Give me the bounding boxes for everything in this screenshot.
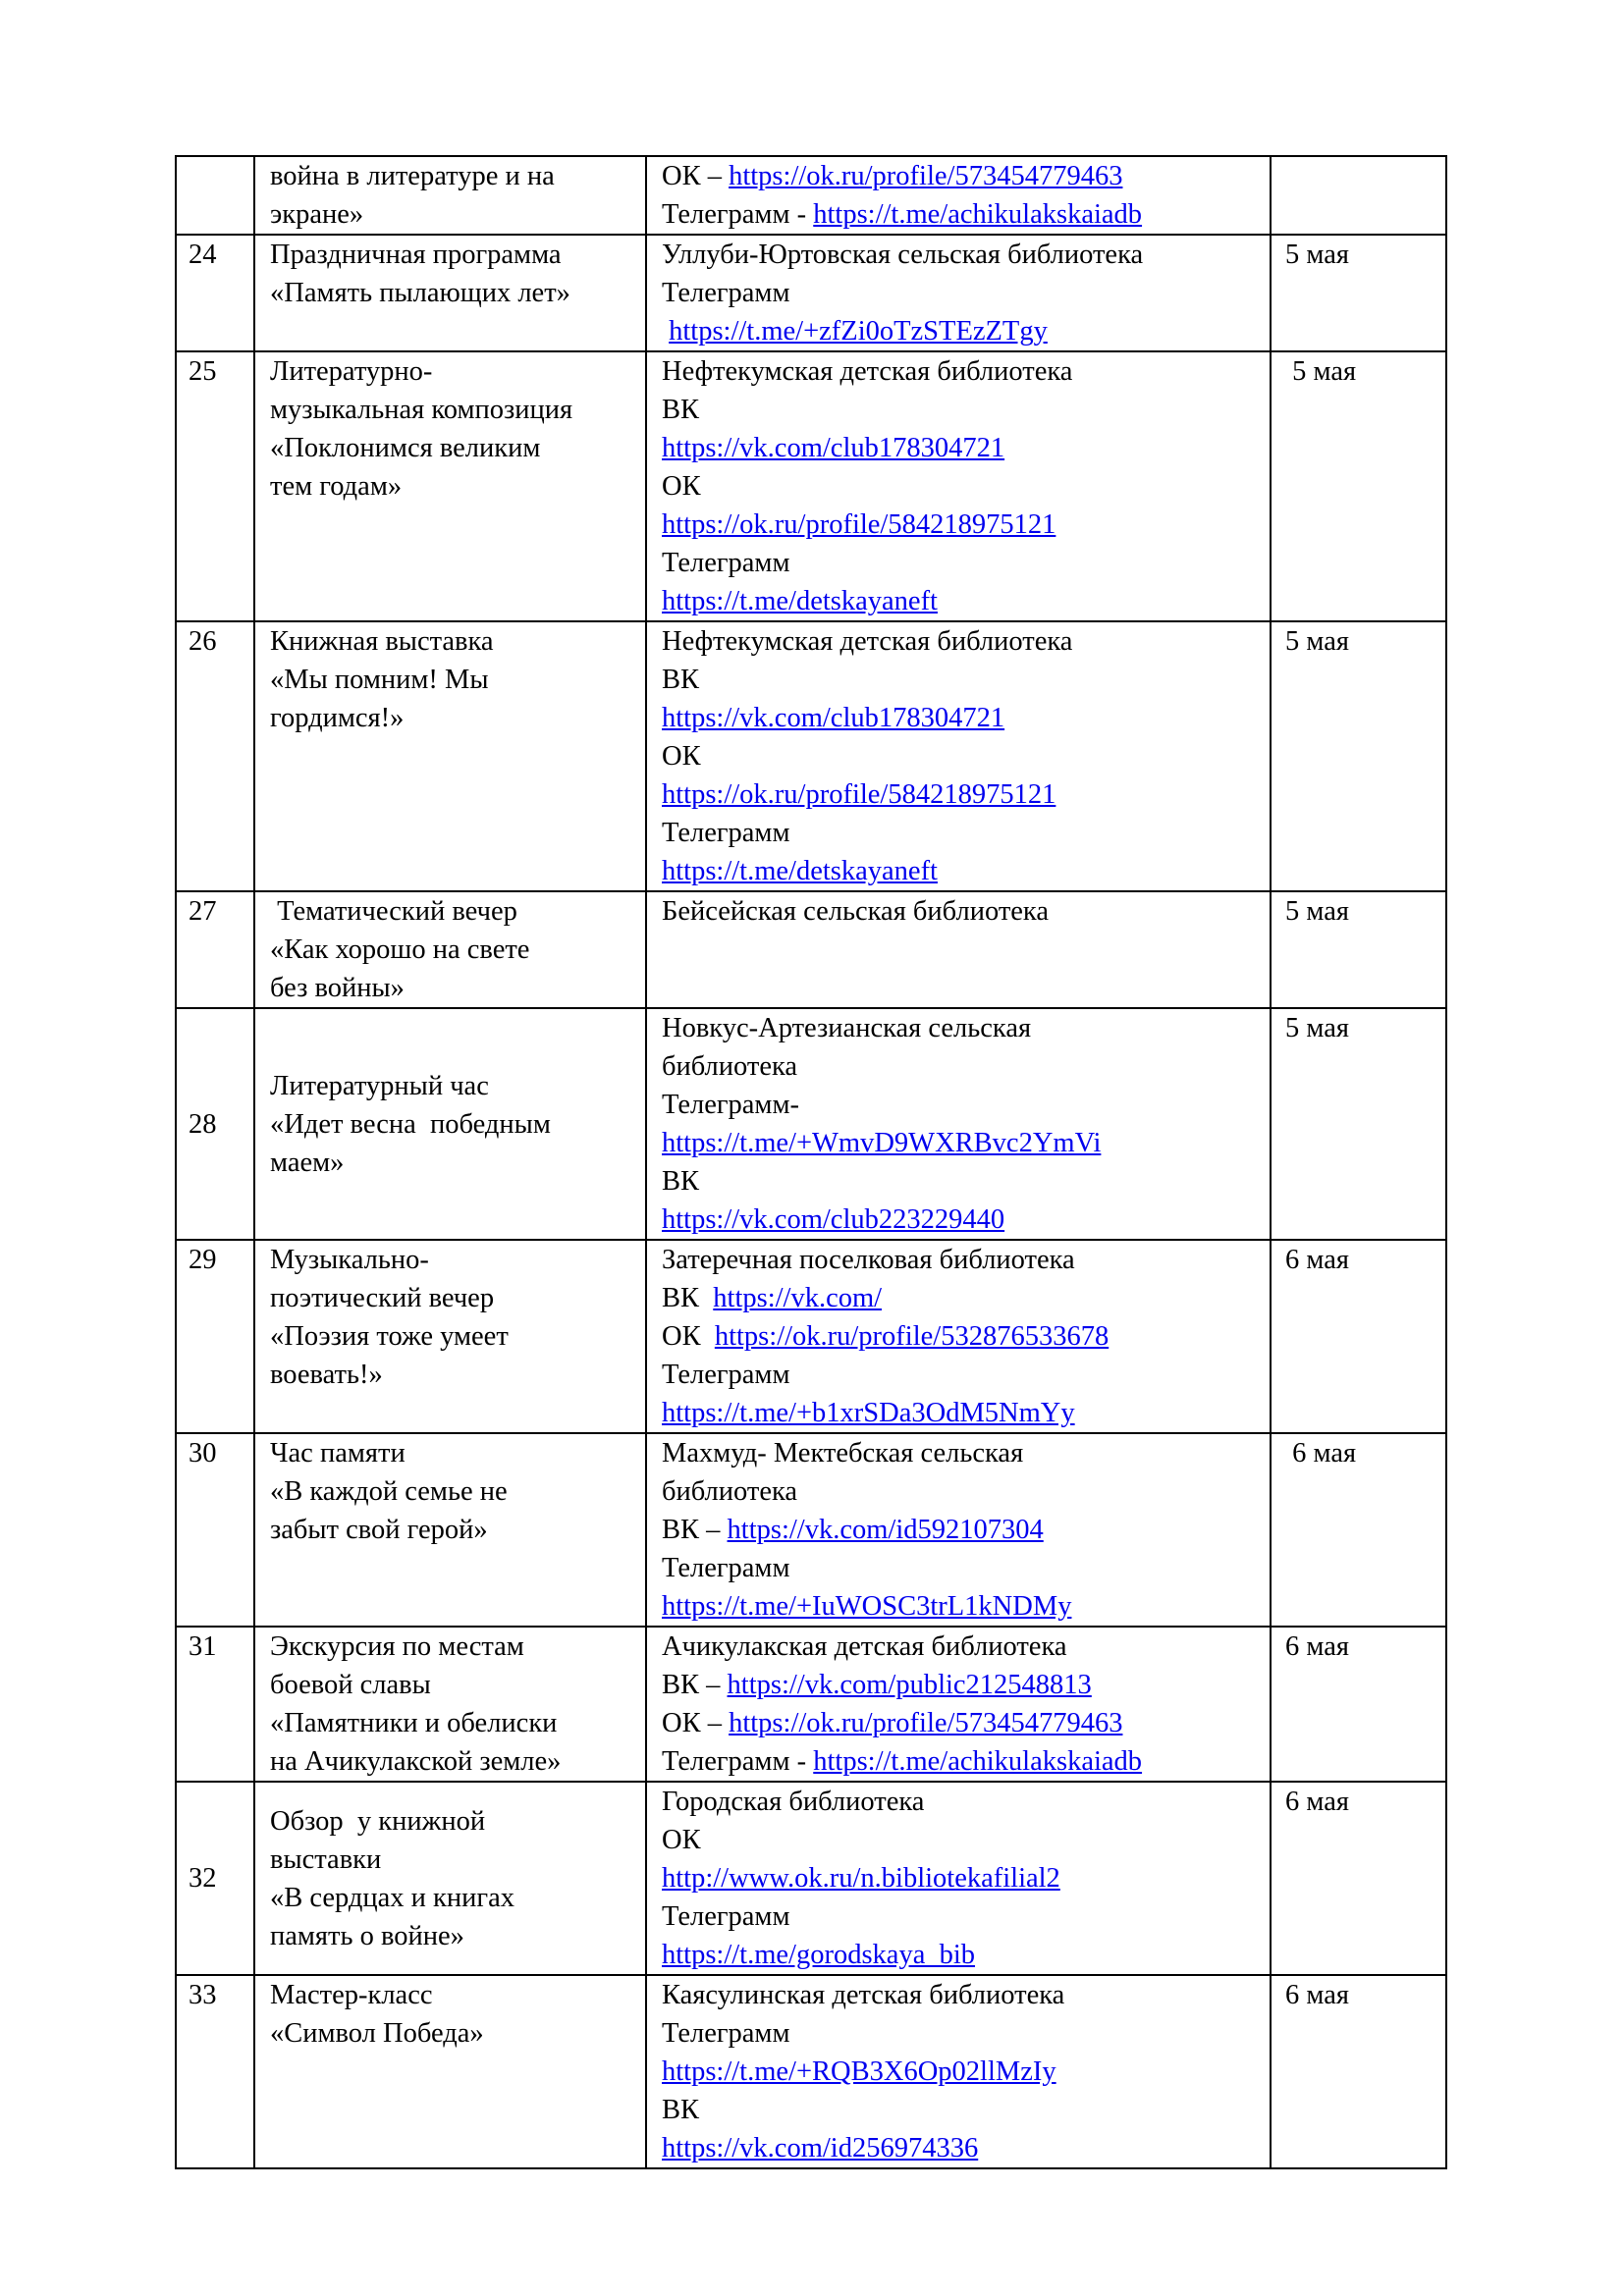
venue-line — [662, 274, 1262, 312]
venue-line — [662, 1976, 1262, 2014]
venue-text: Телеграмм — [662, 818, 790, 848]
event-title-line: «Поэзия тоже умеет — [270, 1321, 509, 1352]
events-table-body — [176, 156, 1446, 2168]
venue-line — [662, 1704, 1262, 1742]
venue-line — [662, 1472, 1262, 1511]
table-row — [176, 1433, 1446, 1627]
event-title-line: Музыкально- — [270, 1245, 429, 1275]
social-link[interactable]: https://t.me/detskayaneft — [662, 586, 938, 616]
table-row — [176, 351, 1446, 621]
venue-links — [646, 351, 1271, 621]
row-number: 30 — [176, 1433, 254, 1627]
venue-line — [662, 1009, 1262, 1047]
table-row — [176, 235, 1446, 351]
venue-text: библиотека — [662, 1051, 798, 1082]
social-link[interactable]: https://ok.ru/profile/573454779463 — [729, 1708, 1123, 1738]
row-number: 27 — [176, 891, 254, 1008]
venue-line — [662, 1859, 1262, 1897]
social-link[interactable]: https://vk.com/ — [713, 1283, 883, 1313]
venue-line — [662, 1434, 1262, 1472]
event-date: 5 мая — [1271, 351, 1446, 621]
venue-text: Махмуд- Мектебская сельская — [662, 1438, 1024, 1468]
social-link[interactable]: https://ok.ru/profile/532876533678 — [714, 1321, 1110, 1352]
event-title-line: «Память пылающих лет» — [270, 278, 570, 308]
venue-line — [662, 544, 1262, 582]
venue-line — [662, 467, 1262, 506]
venue-text: Телеграмм — [662, 278, 790, 308]
venue-text: ВК — [662, 2095, 700, 2125]
event-date: 6 мая — [1271, 1240, 1446, 1433]
event-title — [254, 235, 646, 351]
event-title-line: «В сердцах и книгах — [270, 1882, 514, 1913]
event-title-line: Тематический вечер — [270, 896, 517, 927]
venue-line — [662, 157, 1262, 195]
event-date: 5 мая — [1271, 891, 1446, 1008]
table-row — [176, 621, 1446, 891]
venue-line — [662, 2053, 1262, 2091]
venue-line — [662, 1897, 1262, 1936]
social-link[interactable]: https://t.me/achikulakskaiadb — [813, 1746, 1143, 1777]
venue-line — [662, 1587, 1262, 1626]
event-title — [254, 1782, 646, 1975]
row-number: 32 — [176, 1782, 254, 1975]
event-date: 5 мая — [1271, 235, 1446, 351]
venue-text: библиотека — [662, 1476, 798, 1507]
table-row — [176, 891, 1446, 1008]
venue-line — [662, 506, 1262, 544]
event-title — [254, 891, 646, 1008]
social-link[interactable]: https://ok.ru/profile/584218975121 — [662, 779, 1056, 810]
venue-line — [662, 1666, 1262, 1704]
row-number: 25 — [176, 351, 254, 621]
event-title — [254, 156, 646, 235]
venue-line — [662, 2091, 1262, 2129]
venue-line — [662, 1511, 1262, 1549]
event-title-line: выставки — [270, 1843, 382, 1875]
event-title-line: музыкальная композиция — [270, 395, 573, 425]
event-date: 5 мая — [1271, 1008, 1446, 1240]
venue-text: Нефтекумская детская библиотека — [662, 626, 1073, 657]
venue-line — [662, 1783, 1262, 1821]
venue-text: ОК — [662, 1321, 715, 1352]
venue-text: Телеграмм — [662, 1901, 790, 1932]
venue-links — [646, 891, 1271, 1008]
social-link[interactable]: https://t.me/gorodskaya_bib — [662, 1940, 976, 1970]
venue-text: Городская библиотека — [662, 1787, 925, 1817]
venue-text: Телеграмм — [662, 1553, 790, 1583]
event-title-line: «Как хорошо на свете — [270, 934, 530, 965]
event-title — [254, 1240, 646, 1433]
venue-text: ОК – — [662, 161, 730, 191]
venue-line — [662, 1936, 1262, 1974]
social-link[interactable]: https://t.me/achikulakskaiadb — [813, 199, 1143, 230]
venue-links — [646, 235, 1271, 351]
venue-line — [662, 775, 1262, 814]
event-title-line: без войны» — [270, 973, 405, 1003]
social-link[interactable]: https://t.me/detskayaneft — [662, 856, 938, 886]
venue-text: ВК — [662, 1166, 700, 1197]
row-number: 28 — [176, 1008, 254, 1240]
event-title-line: Литературно- — [270, 356, 433, 387]
venue-text: Бейсейская сельская библиотека — [662, 896, 1049, 927]
venue-line — [662, 892, 1262, 931]
social-link[interactable]: https://vk.com/club223229440 — [662, 1204, 1005, 1235]
social-link[interactable]: https://vk.com/id256974336 — [662, 2133, 979, 2163]
venue-text: Телеграмм - — [662, 199, 814, 230]
event-title-line: на Ачикулакской земле» — [270, 1746, 562, 1777]
venue-line — [662, 1356, 1262, 1394]
venue-line — [662, 2129, 1262, 2167]
venue-line — [662, 1549, 1262, 1587]
event-title-line: Экскурсия по местам — [270, 1631, 524, 1662]
row-number: 26 — [176, 621, 254, 891]
social-link[interactable]: https://vk.com/public212548813 — [727, 1670, 1092, 1700]
venue-line — [662, 352, 1262, 391]
venue-line — [662, 1201, 1262, 1239]
venue-line — [662, 1317, 1262, 1356]
table-row — [176, 1008, 1446, 1240]
venue-links — [646, 621, 1271, 891]
venue-text: ОК — [662, 741, 701, 772]
venue-line — [662, 1162, 1262, 1201]
row-number — [176, 156, 254, 235]
event-date — [1271, 156, 1446, 235]
event-title-line: Книжная выставка — [270, 626, 494, 657]
venue-line — [662, 236, 1262, 274]
social-link[interactable]: https://vk.com/id592107304 — [727, 1515, 1044, 1545]
event-title-line: Мастер-класс — [270, 1980, 433, 2010]
venue-line — [662, 1394, 1262, 1432]
event-title-line: «Памятники и обелиски — [270, 1708, 558, 1738]
event-date: 5 мая — [1271, 621, 1446, 891]
venue-text: Телеграмм- — [662, 1090, 799, 1120]
event-title-line: тем годам» — [270, 471, 403, 502]
venue-links — [646, 1240, 1271, 1433]
row-number: 29 — [176, 1240, 254, 1433]
venue-line — [662, 737, 1262, 775]
venue-links — [646, 1008, 1271, 1240]
event-title-line: «Символ Победа» — [270, 2018, 484, 2049]
venue-text: ВК — [662, 1283, 714, 1313]
venue-links — [646, 1627, 1271, 1782]
venue-links — [646, 1782, 1271, 1975]
venue-text: ВК – — [662, 1670, 728, 1700]
venue-line — [662, 852, 1262, 890]
venue-text: Новкус-Артезианская сельская — [662, 1013, 1032, 1043]
event-title-line: война в литературе и на — [270, 161, 555, 191]
event-title — [254, 351, 646, 621]
table-row — [176, 1627, 1446, 1782]
event-title — [254, 1008, 646, 1240]
venue-text: Каясулинская детская библиотека — [662, 1980, 1065, 2010]
venue-line — [662, 2014, 1262, 2053]
social-link[interactable]: https://t.me/+IuWOSC3trL1kNDMy — [662, 1591, 1072, 1622]
event-title-line: Обзор у книжной — [270, 1805, 486, 1837]
event-title-line: гордимся!» — [270, 703, 405, 733]
event-title-line: воевать!» — [270, 1360, 383, 1390]
social-link[interactable]: https://t.me/+zfZi0oTzSTEzZTgy — [669, 316, 1048, 347]
venue-line — [662, 622, 1262, 661]
venue-text: Затеречная поселковая библиотека — [662, 1245, 1075, 1275]
event-title — [254, 1433, 646, 1627]
event-title-line: «В каждой семье не — [270, 1476, 508, 1507]
event-title-line: забыт свой герой» — [270, 1515, 488, 1545]
event-title — [254, 621, 646, 891]
event-date: 6 мая — [1271, 1975, 1446, 2168]
venue-line — [662, 1628, 1262, 1666]
venue-text: Телеграмм — [662, 548, 790, 578]
venue-line — [662, 699, 1262, 737]
event-title-line: поэтический вечер — [270, 1283, 495, 1313]
social-link[interactable]: https://vk.com/club178304721 — [662, 433, 1005, 463]
venue-line — [662, 1279, 1262, 1317]
events-table — [175, 155, 1447, 2169]
venue-line — [662, 814, 1262, 852]
table-row — [176, 1240, 1446, 1433]
event-title-line: экране» — [270, 199, 364, 230]
social-link[interactable]: https://vk.com/club178304721 — [662, 703, 1005, 733]
event-title-line: Литературный час — [270, 1070, 489, 1101]
venue-text: ВК — [662, 665, 700, 695]
event-title — [254, 1627, 646, 1782]
event-title-line: «Мы помним! Мы — [270, 665, 489, 695]
event-date: 6 мая — [1271, 1433, 1446, 1627]
venue-text: Уллуби-Юртовская сельская библиотека — [662, 240, 1144, 270]
event-title-line: Час памяти — [270, 1438, 406, 1468]
event-title-line: «Поклонимся великим — [270, 433, 541, 463]
venue-text: ОК — [662, 1825, 701, 1855]
venue-line — [662, 661, 1262, 699]
event-title-line: Праздничная программа — [270, 240, 562, 270]
row-number: 24 — [176, 235, 254, 351]
venue-line — [662, 1742, 1262, 1781]
venue-line — [662, 1124, 1262, 1162]
venue-text: ОК — [662, 471, 701, 502]
event-title-line: «Идет весна победным — [270, 1108, 551, 1140]
venue-text: Телеграмм — [662, 1360, 790, 1390]
social-link[interactable]: https://t.me/+WmvD9WXRBvc2YmVi — [662, 1128, 1102, 1158]
social-link[interactable]: https://t.me/+RQB3X6Op02llMzIy — [662, 2056, 1056, 2087]
row-number: 33 — [176, 1975, 254, 2168]
venue-line — [662, 1086, 1262, 1124]
venue-line — [662, 1241, 1262, 1279]
social-link[interactable]: https://ok.ru/profile/573454779463 — [729, 161, 1123, 191]
social-link[interactable]: https://t.me/+b1xrSDa3OdM5NmYy — [662, 1398, 1075, 1428]
social-link[interactable]: https://ok.ru/profile/584218975121 — [662, 509, 1056, 540]
event-title-line: боевой славы — [270, 1670, 431, 1700]
venue-text: ВК — [662, 395, 700, 425]
row-number: 31 — [176, 1627, 254, 1782]
venue-text: Нефтекумская детская библиотека — [662, 356, 1073, 387]
table-row — [176, 156, 1446, 235]
venue-text: Телеграмм - — [662, 1746, 814, 1777]
venue-links — [646, 1433, 1271, 1627]
venue-text: ВК – — [662, 1515, 728, 1545]
venue-text: ОК – — [662, 1708, 730, 1738]
table-row — [176, 1782, 1446, 1975]
venue-line — [662, 391, 1262, 429]
venue-text: Ачикулакская детская библиотека — [662, 1631, 1067, 1662]
venue-line — [662, 1821, 1262, 1859]
event-date: 6 мая — [1271, 1627, 1446, 1782]
venue-links — [646, 1975, 1271, 2168]
event-title — [254, 1975, 646, 2168]
venue-line — [662, 582, 1262, 620]
social-link[interactable]: http://www.ok.ru/n.bibliotekafilial2 — [662, 1863, 1060, 1894]
venue-line — [662, 312, 1262, 350]
venue-text: Телеграмм — [662, 2018, 790, 2049]
venue-line — [662, 429, 1262, 467]
table-row — [176, 1975, 1446, 2168]
venue-line — [662, 1047, 1262, 1086]
venue-links — [646, 156, 1271, 235]
event-date: 6 мая — [1271, 1782, 1446, 1975]
event-title-line: память о войне» — [270, 1920, 464, 1951]
venue-line — [662, 195, 1262, 234]
event-title-line: маем» — [270, 1147, 345, 1178]
